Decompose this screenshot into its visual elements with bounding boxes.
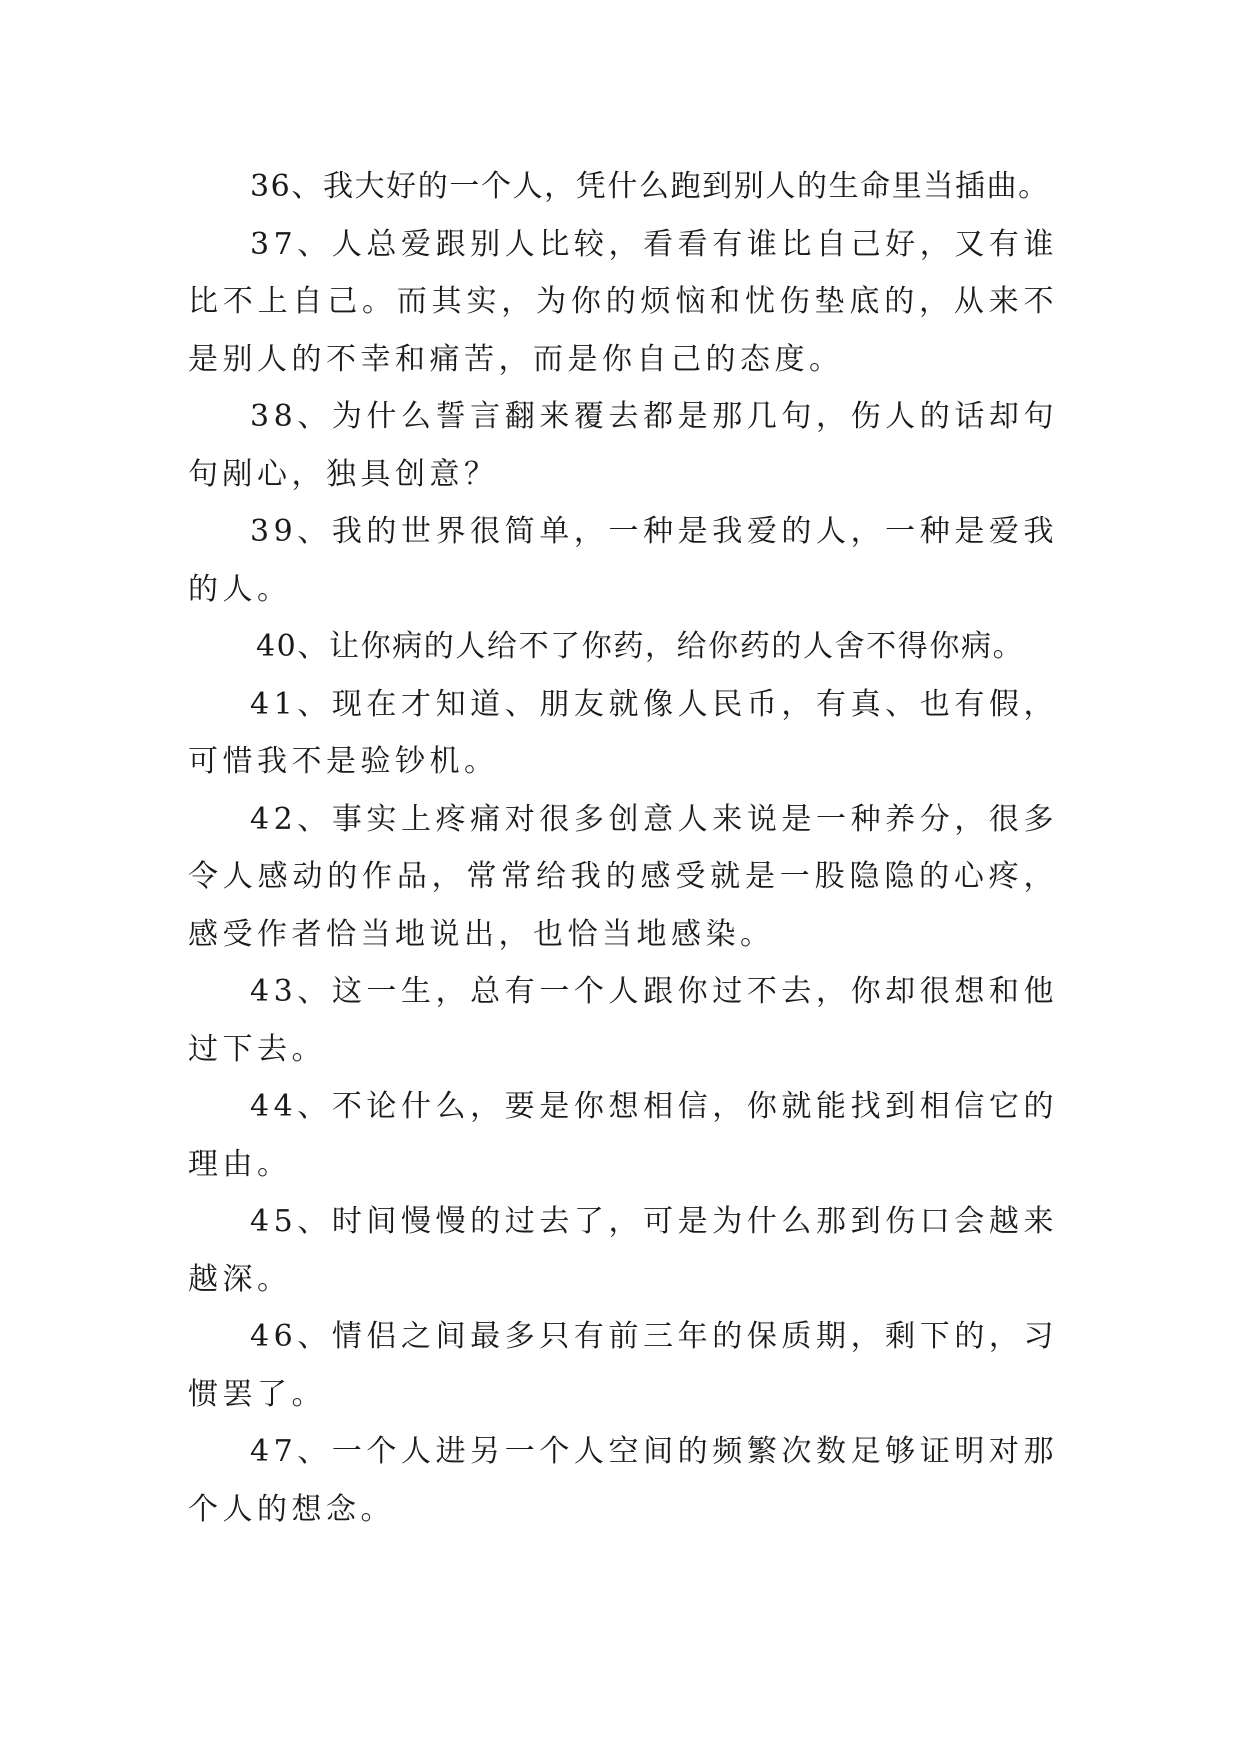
paragraph-44: 44、不论什么，要是你想相信，你就能找到相信它的理由。 bbox=[188, 1089, 1058, 1182]
paragraph-37: 37、人总爱跟别人比较，看看有谁比自己好，又有谁比不上自己。而其实，为你的烦恼和忧伤垫底的，从来不是别人的不幸和痛苦，而是你自己的态度。 bbox=[188, 226, 1058, 377]
document-body bbox=[188, 158, 1058, 1538]
paragraph-46: 46、情侣之间最多只有前三年的保质期，剩下的，习惯罢了。 bbox=[188, 1319, 1058, 1412]
paragraph-41: 41、现在才知道、朋友就像人民币，有真、也有假，可惜我不是验钞机。 bbox=[188, 686, 1058, 779]
paragraph-39: 39、我的世界很简单，一种是我爱的人，一种是爱我的人。 bbox=[188, 514, 1058, 607]
paragraph-42: 42、事实上疼痛对很多创意人来说是一种养分，很多令人感动的作品，常常给我的感受就是一股隐隐的心疼，感受作者恰当地说出，也恰当地感染。 bbox=[188, 801, 1058, 952]
paragraph-36: 36、我大好的一个人，凭什么跑到别人的生命里当插曲。 bbox=[250, 169, 1050, 204]
paragraph-40: 40、让你病的人给不了你药，给你药的人舍不得你病。 bbox=[256, 629, 1025, 664]
paragraph-43: 43、这一生，总有一个人跟你过不去，你却很想和他过下去。 bbox=[188, 974, 1058, 1067]
paragraph-45: 45、时间慢慢的过去了，可是为什么那到伤口会越来越深。 bbox=[188, 1204, 1058, 1297]
paragraph-47: 47、一个人进另一个人空间的频繁次数足够证明对那个人的想念。 bbox=[188, 1434, 1058, 1527]
paragraph-38: 38、为什么誓言翻来覆去都是那几句，伤人的话却句句剐心，独具创意？ bbox=[188, 399, 1058, 492]
